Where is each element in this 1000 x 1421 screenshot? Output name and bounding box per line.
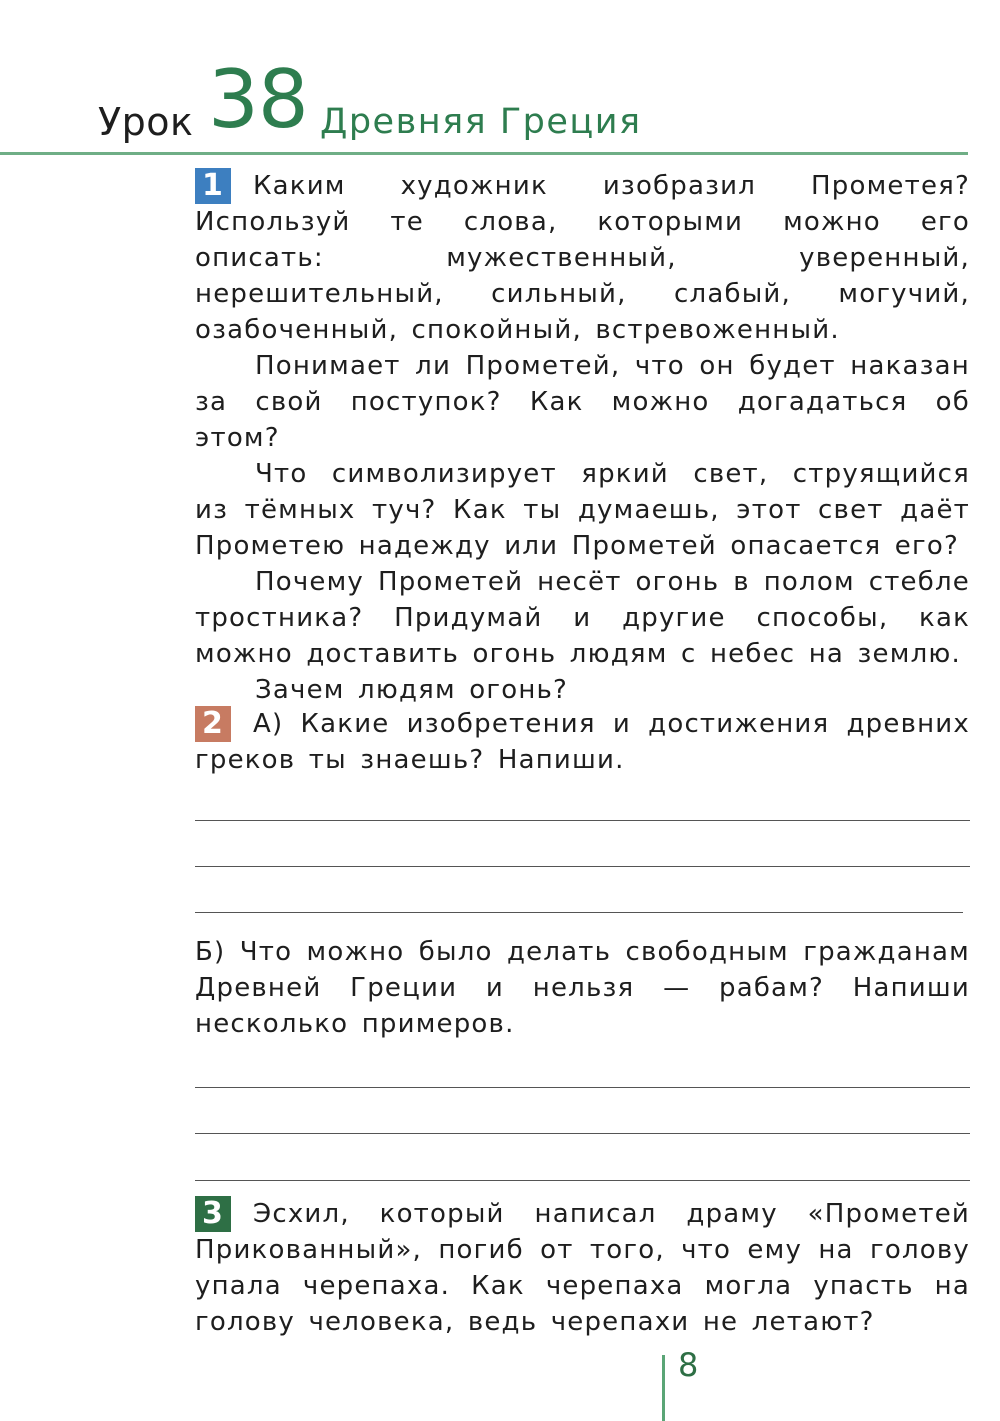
- answer-line[interactable]: [195, 1087, 970, 1088]
- task-2a-question: А) Какие изобретения и достижения древних греков ты знаешь? Напиши.: [195, 709, 970, 775]
- header-divider: [0, 152, 968, 155]
- task-2a-paragraph: [195, 706, 970, 778]
- lesson-header: [0, 53, 1000, 155]
- task-3: [195, 1196, 970, 1340]
- task-1-number-badge: 1: [195, 168, 231, 204]
- task-2a: [195, 706, 970, 778]
- task-3-number-badge: 3: [195, 1196, 231, 1232]
- answer-line[interactable]: [195, 1133, 970, 1134]
- task-1-paragraph-1: [195, 168, 970, 348]
- task-3-paragraph: [195, 1196, 970, 1340]
- task-2b: [195, 934, 970, 1042]
- task-1-question-1: Каким художник изобразил Прометея? Используй те слова, которыми можно его описать: мужественный, уверенный, нерешительный, сильный, слабый, могучий, озабоченный, спокойный, встревоженный.: [195, 171, 970, 345]
- lesson-title: Древняя Греция: [320, 102, 642, 142]
- answer-line[interactable]: [195, 1180, 970, 1181]
- lesson-word: Урок: [98, 100, 194, 144]
- answer-line[interactable]: [195, 866, 970, 867]
- task-1-paragraph-5: Зачем людям огонь?: [255, 675, 569, 705]
- lesson-number: 38: [208, 53, 308, 146]
- task-1-paragraph-4: Почему Прометей несёт огонь в полом стебле тростника? Придумай и другие способы, как можно доставить огонь людям с небес на землю.: [195, 567, 970, 669]
- answer-line[interactable]: [195, 912, 963, 913]
- task-1-paragraph-3: Что символизирует яркий свет, струящийся из тёмных туч? Как ты думаешь, этот свет даёт Прометею надежду или Прометей опасается его?: [195, 459, 970, 561]
- page-number: 8: [678, 1346, 699, 1384]
- task-3-question: Эсхил, который написал драму «Прометей Прикованный», погиб от того, что ему на голову упала черепаха. Как черепаха могла упасть на голову человека, ведь черепахи не летают?: [195, 1199, 970, 1337]
- answer-line[interactable]: [195, 820, 970, 821]
- task-2b-question: Б) Что можно было делать свободным гражданам Древней Греции и нельзя — рабам? Напиши несколько примеров.: [195, 937, 970, 1039]
- task-2-number-badge: 2: [195, 706, 231, 742]
- page-number-divider: [662, 1355, 665, 1421]
- task-1-paragraph-2: Понимает ли Прометей, что он будет наказан за свой поступок? Как можно догадаться об этом?: [195, 351, 970, 453]
- task-1: [195, 168, 970, 708]
